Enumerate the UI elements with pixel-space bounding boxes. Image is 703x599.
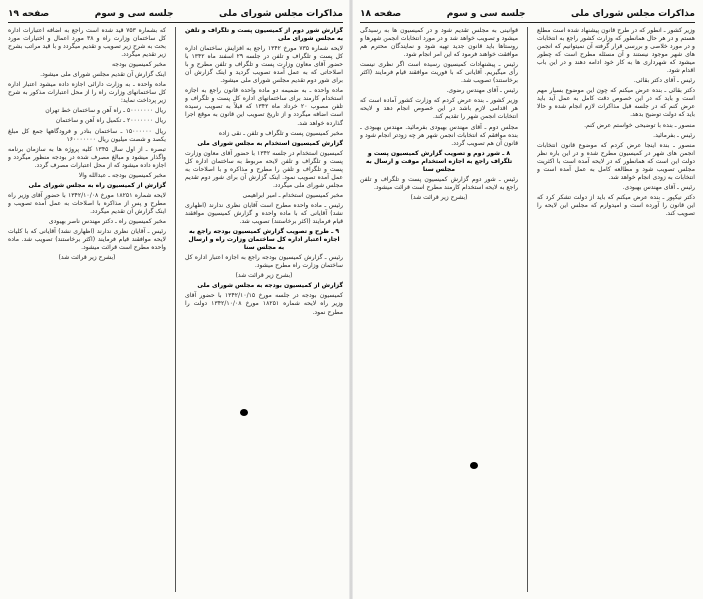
section-heading: گزارش شور دوم از کمیسیون پست و تلگراف و تلفن به مجلس شورای ملی (185, 27, 343, 43)
paragraph: قوانینی به مجلس تقدیم شود و در کمیسیون ها به رسیدگی میشود و تصویب خواهد شد و در مورد انتخابات انجمن شهرها و روستاها باید قانون جدید تهیه شود و نمایندگان محترم هم موافقت خواهند فرمود که این امر انجام شود. (360, 27, 518, 59)
page-18 (352, 0, 703, 599)
section-heading: ۸ ـ شور دوم و تصویب گزارش کمیسیون پست و تلگراف راجع به اجازه استخدام موقت و ارسال به مجلس سنا (365, 149, 513, 173)
header-session: جلسه سی و سوم (446, 9, 526, 19)
paragraph: مجلس دوم ـ آقای مهندس بهبودی بفرمائید. مهندس بهبودی ـ بنده موافقم که انتخابات انجمن شهر هر چه زودتر انجام شود و قانون آن هم تصویب گردد. (360, 123, 518, 147)
paragraph: (بشرح زیر قرائت شد) (235, 272, 293, 280)
paragraph: رئیس ـ بفرمائید. (653, 131, 695, 139)
paragraph: دکتر بقائی ـ بنده عرض میکنم که چون این موضوع بسیار مهم است و باید که در این خصوص دقت کامل به عمل آید باید عرض کنم که در جلسه قبل مذاکرات لازم انجام شده و حالا باید که دولت توضیح بدهد. (537, 87, 695, 119)
column-left (360, 27, 518, 592)
paragraph: رئیس ـ آقای دکتر بقائی. (633, 77, 695, 85)
paragraph: (بشرح زیر قرائت شد) (58, 254, 116, 262)
paragraph: کمیسیون استخدام در جلسه ۱۳۴۲ با حضور آقای معاون وزارت پست و تلگراف و تلفن لایحه مربوط به ساختمان اداره کل پست و تلگراف و تلفن را مطرح و مذاکره و با اصلاحات به عمل آمده تصویب نمود. اینک گزارش آن برای شور دوم تقدیم مجلس شورای ملی میگردد. (185, 149, 343, 189)
paragraph: ماده واحده ـ به وزارت دارائی اجازه داده میشود اعتبار اداره کل ساختمانهای وزارت راه را از محل اعتبارات مذکور به شرح زیر پرداخت نماید: (8, 81, 166, 105)
page-header (8, 6, 343, 23)
paragraph: مخبر کمیسیون راه ـ دکتر مهندس ناصر بهبودی (48, 217, 166, 225)
paragraph: وزیر کشور ـ بنده عرض کردم که وزارت کشور آماده است که هر اقدامی لازم باشد در این خصوص انجام دهد و لایحه انتخابات انجمن شهر را تقدیم کند. (360, 97, 518, 121)
paragraph: رئیس ـ پیشنهادات کمیسیون رسیده است اگر نظری نیست رأی میگیریم. آقایانی که با فوریت موافقند قیام فرمایند (اکثر برخاستند) تصویب شد. (360, 61, 518, 85)
paragraph: (بشرح زیر قرائت شد) (410, 193, 468, 201)
column-right (537, 27, 695, 592)
paragraph: که بشماره ۷۵۳ قید شده است راجع به اضافه اعتبارات اداره کل ساختمان وزارت راه و ۳۸ مورد اعمال و اختیارات مورد بحث به شرح زیر تصویب و تقدیم میگردد و با قید مراتب بشرح زیر تقدیم میگردد. (8, 27, 166, 59)
ink-blot (240, 409, 248, 416)
paragraph: رئیس ـ شور دوم گزارش کمیسیون پست و تلگراف و تلفن راجع به لایحه استخدام کارمند مطرح است قرائت میشود. (360, 175, 518, 191)
section-heading: ۹ ـ طرح و تصویب گزارش کمیسیون بودجه راجع به اجازه اعتبار اداره کل ساختمان وزارت راه و ارسال به مجلس سنا (188, 228, 340, 252)
paragraph: ریال ۲۰۰۰۰۰۰۰ ـ تکمیل راه آهن و ساختمان (55, 117, 166, 125)
column-left (8, 27, 166, 592)
header-page-number: صفحه ۱۸ (360, 9, 402, 19)
paragraph: مخبر کمیسیون بودجه ـ عبدالله والا (78, 171, 166, 179)
section-heading: گزارش از کمیسیون راه به مجلس شورای ملی (28, 181, 166, 189)
paragraph: ماده واحده ـ به ضمیمه دو ماده واحده قانون راجع به اجازه استخدام کارمند برای ساختمانهای اداره کل پست و تلگراف و تلفن مصوب ۲۰ خرداد ماه ۱۳۴۲ که قبلاً به تصویب رسیده است اضافه میگردد و از تاریخ تصویب این قانون به موقع اجرا گذارده خواهد شد. (185, 87, 343, 127)
paragraph: مخبر کمیسیون بودجه (111, 61, 166, 69)
page-19 (0, 0, 351, 599)
paragraph: رئیس ـ آقای مهندس بهبودی. (622, 183, 695, 191)
page-header (360, 6, 695, 23)
paragraph: دکتر نیکپور ـ بنده عرض میکنم که باید از دولت تشکر کرد که این قانون را آورده است و امیدوارم که مجلس این لایحه را تصویب کند. (537, 193, 695, 217)
paragraph: وزیر کشور ـ آنطور که در طرح قانون پیشنهاد شده است مطلع هستم و در هر حال همانطور که وزارت کشور راجع به انتخابات و در مورد خلاصی و بررسی قرار گرفته آن نمیتوانیم که انجمن های شهر موجود نیستند و آن مسئله مطرح است که چطور میشود که شهرداری ها به کار خود ادامه دهند و در این باب اقدام شود. (537, 27, 695, 75)
ink-blot (470, 462, 478, 469)
paragraph: لایحه شماره ۱۸۲۵۱ مورخ ۱۳۴۲/۱۰/۰۸ با حضور آقای وزیر راه مطرح و پس از مذاکره با اصلاحات به عمل آمده تصویب و اینک گزارش آن تقدیم میگردد. (8, 191, 166, 215)
header-session: جلسه سی و سوم (94, 9, 174, 19)
column-divider (175, 27, 176, 592)
section-heading: گزارش کمیسیون استخدام به مجلس شورای ملی (197, 139, 343, 147)
column-right (185, 27, 343, 592)
column-divider (527, 27, 528, 592)
paragraph: کمیسیون بودجه در جلسه مورخ ۱۳۴۲/۱۰/۱۵ با حضور آقای وزیر راه لایحه شماره ۱۸۲۵۱ مورخ ۱۳۴۲/۱۰/۰۸ دولت را مطرح نمود. (185, 292, 343, 316)
header-title: مذاکرات مجلس شورای ملی (570, 9, 695, 19)
paragraph: رئیس ـ گزارش کمیسیون بودجه راجع به اجازه اعتبار اداره کل ساختمان وزارت راه مطرح میشود. (185, 254, 343, 270)
section-heading: گزارش از کمیسیون بودجه به مجلس شورای ملی (197, 282, 343, 290)
paragraph: مخبر کمیسیون استخدام ـ امیر ابراهیمی (242, 191, 343, 199)
paragraph: لایحه شماره ۷۳۵ مورخ ۱۳۴۲ راجع به افزایش ساختمان اداره کل پست و تلگراف و تلفن در جلسه ۲۹ اسفند ماه ۱۳۴۲ با حضور آقای معاون وزارت پست و تلگراف و تلفن مطرح و با اصلاحاتی که به عمل آمده تصویب گردید و اینک گزارش آن برای شور دوم تقدیم مجلس شورای ملی میشود. (185, 45, 343, 85)
paragraph: رئیس ـ آقای مهندس رضوی. (446, 87, 518, 95)
header-page-number: صفحه ۱۹ (8, 9, 50, 19)
paragraph: مخبر کمیسیون پست و تلگراف و تلفن ـ نقی زاده (218, 129, 343, 137)
paragraph: رئیس ـ آقایان نظری ندارند (اظهاری نشد) آقایانی که با کلیات لایحه موافقند قیام فرمایند (اکثر برخاستند) تصویب شد. ماده واحده مطرح است قرائت میشود. (8, 228, 166, 252)
paragraph: ریال ۵۰۰۰۰۰۰۰ ـ راه آهن و ساختمان خط تهران (45, 107, 166, 115)
paragraph: ریال ۱۵۰۰۰۰۰۰ ـ ساختمان بنادر و فرودگاهها جمع کل مبلغ یکصد و شصت میلیون ریال ۱۶۰۰۰۰۰۰۰ (8, 127, 166, 143)
paragraph: اینک گزارش آن تقدیم مجلس شورای ملی میشود. (40, 71, 166, 79)
paragraph: رئیس ـ ماده واحده مطرح است آقایان نظری ندارند (اظهاری نشد) آقایانی که با ماده واحده و گزارش کمیسیون موافقند قیام فرمایند (اکثر برخاستند) تصویب شد. (185, 201, 343, 226)
paragraph: تبصره ـ از اول سال ۱۳۴۵ کلیه پروژه ها به سازمان برنامه واگذار میشود و مبالغ مصرف شده در بودجه منظور میگردد و اجازه داده میشود که از محل اعتبارات مصرف گردد. (8, 145, 166, 169)
header-title: مذاکرات مجلس شورای ملی (218, 9, 343, 19)
paragraph: منصور ـ بنده اینجا عرض کردم که موضوع قانون انتخابات انجمن های شهر در کمیسیون مطرح شده و در این باره نظر دولت این است که همانطور که در لایحه آمده است با اکثریت مجلس تصویب شود و مطالعه کامل به عمل آمده است و انتخابات به زودی انجام خواهد شد. (537, 141, 695, 181)
paragraph: منصور ـ بنده با توضیحی خواستم عرض کنم. (584, 121, 695, 129)
